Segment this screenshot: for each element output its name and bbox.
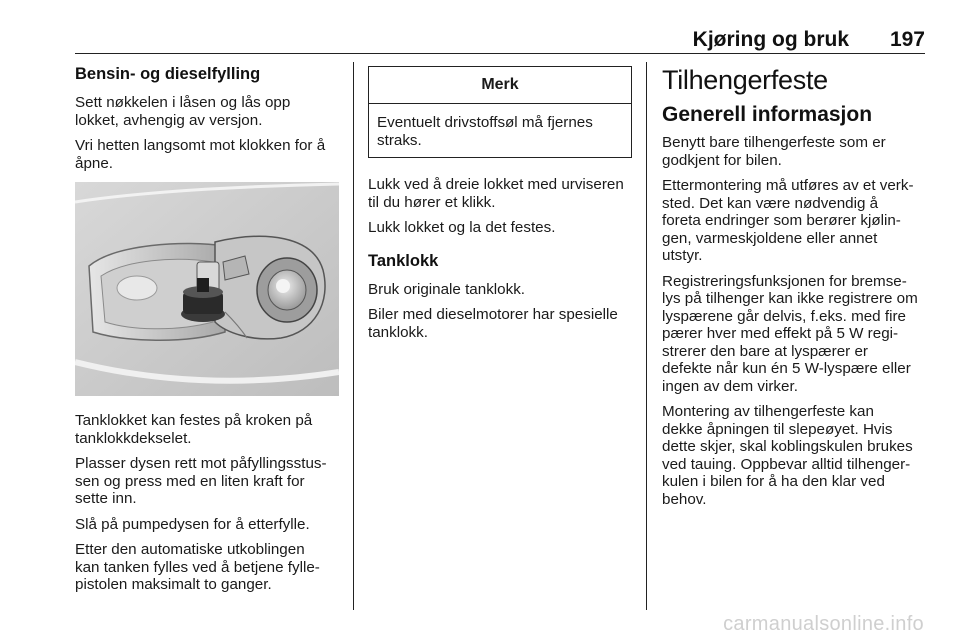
- chapter-title: Tilhengerfeste: [662, 65, 828, 95]
- paragraph: Tanklokket kan festes på kroken på tanklokkdekselet.: [75, 412, 313, 447]
- column-1: [75, 64, 343, 602]
- paragraph: Etter den automatiske utkoblingen kan tanken fylles ved å betjene fylle- pistolen maksimalt to ganger.: [75, 541, 320, 593]
- paragraph: Slå på pumpedysen for å etterfylle.: [75, 515, 310, 533]
- watermark: carmanualsonline.info: [723, 613, 924, 635]
- note-text: Eventuelt drivstoffsøl må fjernes straks.: [377, 114, 593, 149]
- page-number: 197: [889, 28, 925, 51]
- paragraph: Biler med dieselmotorer har spesielle tanklokk.: [368, 306, 618, 341]
- paragraph: Lukk lokket og la det festes.: [368, 219, 556, 236]
- paragraph: Benytt bare tilhengerfeste som er godkjent for bilen.: [662, 134, 886, 169]
- header-rule: [75, 53, 925, 54]
- paragraph: Sett nøkkelen i låsen og lås opp lokket, avhengig av versjon.: [75, 94, 291, 129]
- section-title: Generell informasjon: [662, 103, 873, 126]
- column-3: [662, 64, 930, 516]
- column-divider-1: [353, 62, 354, 610]
- paragraph: Ettermontering må utføres av et verk- sted. Det kan være nødvendig å foreta endringer som berører kjølin- gen, varmeskjoldene eller annet utstyr.: [662, 177, 914, 264]
- running-title: Kjøring og bruk: [692, 28, 849, 51]
- paragraph: Vri hetten langsomt mot klokken for å åpne.: [75, 137, 326, 172]
- page-header: [75, 28, 925, 52]
- fuel-filler-illustration: [75, 182, 339, 396]
- paragraph: Bruk originale tanklokk.: [368, 280, 526, 298]
- paragraph: Lukk ved å dreie lokket med urviseren til du hører et klikk.: [368, 176, 624, 211]
- note-box: [368, 66, 632, 158]
- refuelling-heading: Bensin- og dieselfylling: [75, 65, 261, 83]
- note-title: Merk: [369, 67, 631, 104]
- paragraph: Registreringsfunksjonen for bremse- lys på tilhenger kan ikke registrere om lyspærene går delvis, f.eks. med fire pærer hver med effekt på 5 W regi- strerer den bare at lyspærer er defekte når kun én 5 W-lyspære eller ingen av dem virker.: [662, 272, 918, 395]
- paragraph: Montering av tilhengerfeste kan dekke åpningen til slepeøyet. Hvis dette skjer, skal koblingskulen brukes ved tauing. Oppbevar alltid tilhenger- kulen i bilen for å ha den klar ved behov.: [662, 403, 913, 508]
- fuel-cap-drawing: [75, 182, 339, 396]
- fuel-cap-heading: Tanklokk: [368, 251, 439, 270]
- paragraph: Plasser dysen rett mot påfyllingsstus- sen og press med en liten kraft for sette inn.: [75, 455, 327, 507]
- column-2: [368, 66, 636, 349]
- column-divider-2: [646, 62, 647, 610]
